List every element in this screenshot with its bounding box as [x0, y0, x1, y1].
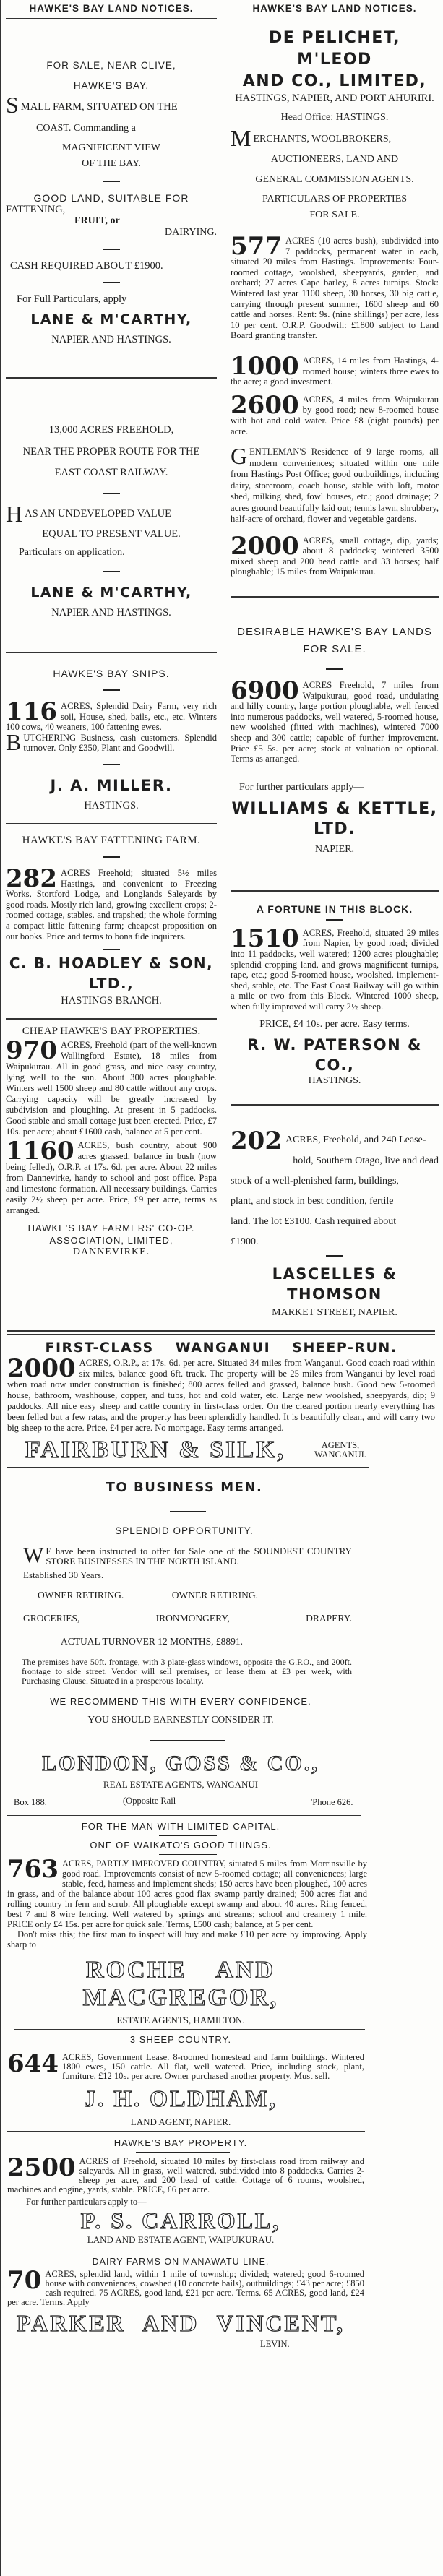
ad-6900-acres: [231, 676, 439, 764]
ad-text: UTCHERING Business, cash customers. Splendid turnover. Only £350, Plant and Goodwill.: [23, 732, 217, 754]
category: GROCERIES,: [23, 1613, 80, 1624]
ad-title: HAWKE'S BAY SNIPS.: [53, 668, 170, 679]
dash: [103, 689, 120, 691]
divider: [6, 377, 217, 379]
ad-text: ACRES, O.R.P., at 17s. 6d. per acre. Situated 34 miles from Wanganui. Good coach road within six miles, balance good 6ft. track. The property will be 25 miles from Wanganui by level road when road now under construction is finished; 800 acres felled and grassed, balance bush. Good new 5-roomed house, bathroom, washhouse, copper, and tubs, hot and cold water, etc. Large new woolshed, sheepyards, dip; 9 paddocks. All nice easy sheep and cattle country in first-class order. On the cleared portion nearly everything has been felled but a few ratas, and the property has been splendidly handled. It is beautifully clean, and will carry two big sheep to the acre. Price, £4 per acre. No mortgage. Easy terms arranged.: [7, 1358, 435, 1434]
acreage-number: 6900: [231, 676, 299, 705]
dash: [103, 571, 120, 572]
right-column: [223, 0, 439, 1326]
apply-line: For further particulars apply—: [239, 781, 364, 793]
acreage-number: 2600: [231, 390, 299, 420]
ad-text: E have been instructed to offer for Sale one of the SOUNDEST COUNTRY STORE BUSINESSES IN THE NORTH ISLAND.: [46, 1546, 352, 1567]
acreage-number: 116: [6, 697, 57, 726]
ad-line: Particulars on application.: [19, 547, 125, 558]
dash: [103, 493, 120, 494]
agent-name: C. B. HOADLEY & SON,: [9, 955, 214, 973]
divider: [6, 823, 217, 824]
agent-towns: HASTINGS, NAPIER, AND PORT AHURIRI.: [235, 92, 434, 104]
agent-name: J. A. MILLER.: [50, 776, 173, 794]
ad-line: NEAR THE PROPER ROUTE FOR THE: [22, 446, 200, 457]
ad-line: PARTICULARS OF PROPERTIES: [262, 194, 408, 204]
acreage-number: 1510: [231, 923, 299, 953]
agent-name: AND CO., LIMITED,: [242, 72, 427, 90]
agent-place: HASTINGS.: [308, 1075, 361, 1087]
agent-name: LONDON, GOSS & CO.,: [42, 1752, 319, 1776]
dash: [103, 949, 120, 950]
address: (Opposite Rail: [123, 1796, 176, 1806]
ad-202-acres: [231, 1127, 439, 1252]
left-column-header: HAWKE'S BAY LAND NOTICES.: [29, 3, 194, 14]
ad-line: EQUAL TO PRESENT VALUE.: [42, 528, 181, 540]
dash: [103, 282, 120, 283]
agent-name: [6, 1222, 217, 1258]
ad-text: ACRES, Freehold, situated 29 miles from Napier, by good road; divided into 11 paddocks, well watered; 1200 acres ploughable; splendid cropping land, and grows magnificent turnips, rape, etc.; good 5-roomed house, woolshed, implement-shed, stable, etc. The East Coast Railway will go within a mile or two from this Block. Wintered 1000 sheep, when fully improved will carry 2½ sheep.: [231, 927, 439, 1012]
ad-text: ACRES, PARTLY IMPROVED COUNTRY, situated 5 miles from Morrinsville by good road. Improvements consist of new 5-roomed cottage; all conveniences; large stable, feed, harness and implement sheds; 150 acres have been ploughed, 100 acres in grass, and of the balance about 100 acres good flax swamp partly drained; 500 acres flat and rolling country in fern and scrub. All ploughable except swamp and about 40 acres. Ring fenced, best 7 and 8 wire fencing. Well watered by springs and streams; school and creamery 1 mile. PRICE only £4 15s. per acre for quick sale. Terms, £500 cash; balance, at 5 per cent.: [7, 1858, 367, 1930]
property-listing: [231, 390, 439, 436]
acreage-number: 2000: [7, 1354, 76, 1384]
ad-line: ACRES, Freehold, and 240 Lease-: [285, 1134, 426, 1146]
agent-name: LASCELLES & THOMSON: [272, 1265, 397, 1304]
ad-text: ENTLEMAN'S Residence of 9 large rooms, all modern conveniences; situated within one mile from Hastings Post Office; good outbuildings, including dairy, storeroom, coach house, stable with loft, motor shed, milking shed, fowl houses, etc.; good drainage; 2 acres ground beautifully laid out; tennis lawn, shrubbery, half-acre of orchard, flower and vegetable gardens.: [231, 447, 439, 525]
agent-role-line: WANGANUI.: [314, 1449, 366, 1460]
ad-snips: [6, 697, 217, 755]
agent-name: J. H. OLDHAM,: [84, 2085, 278, 2112]
ad-13000-value: [6, 501, 217, 561]
ad-763-acres: [7, 1855, 367, 1930]
left-column: [6, 0, 217, 1326]
recommendation: WE RECOMMEND THIS WITH EVERY CONFIDENCE.: [50, 1696, 311, 1707]
acreage-number: 970: [6, 1036, 57, 1066]
agent-role-line: AGENTS,: [321, 1440, 360, 1451]
ad-line: ERCHANTS, WOOLBROKERS,: [253, 134, 392, 145]
drop-cap: B: [6, 728, 22, 755]
divider: [231, 890, 439, 892]
ad-line: For Full Particulars, apply: [17, 293, 127, 305]
ad-text: ACRES, Splendid Dairy Farm, very rich soil, House, shed, bails, etc., etc. Winters 100 cows, 40 weaners, 100 fattening ewes.: [6, 701, 217, 733]
ad-line: GOOD LAND, SUITABLE FOR: [33, 192, 189, 204]
ad-cheap-properties: [6, 1036, 217, 1137]
owner-retiring: OWNER RETIRING.: [38, 1590, 124, 1601]
ad-line: COAST. Commanding a: [36, 123, 136, 134]
agent-name: WILLIAMS & KETTLE,: [231, 799, 438, 818]
ad-title: HAWKE'S BAY PROPERTY.: [113, 2137, 248, 2149]
drop-cap: W: [23, 1543, 44, 1568]
agent-place: HASTINGS BRANCH.: [61, 995, 162, 1007]
ad-line: OF THE BAY.: [82, 158, 141, 169]
divider: [7, 1467, 369, 1468]
divider: [7, 1334, 435, 1335]
divider: [6, 18, 217, 19]
ad-text: ACRES Freehold, 7 miles from Waipukurau, good road, undulating and hilly country, large portion ploughable, well fenced into numerous paddocks, well watered, 5-roomed house, new woolshed (fitted with machines), wintered 7000 sheep and 300 cattle; capable of further improvement. Price £5 5s. per acre; stock at valuation or optional. Terms as arranged.: [231, 679, 439, 764]
ad-1510-acres: [231, 923, 439, 1012]
ad-line: GENERAL COMMISSION AGENTS.: [255, 174, 414, 185]
ad-text: ACRES, bush country, about 900 acres grassed, balance in bush (now being felled), O.R.P. at 17s. 6d. per acre. About 22 miles from Dannevirke, handy to school and post office. Papa and limestone formation. All necessary buildings. Carries easily 2½ sheep per acre. Price, £9 per acre, terms as arranged.: [6, 1140, 217, 1216]
ad-line: CASH REQUIRED ABOUT £1900.: [10, 260, 163, 272]
divider: [231, 596, 439, 598]
premises-description: The premises have 50ft. frontage, with 3 plate-glass windows, opposite the G.P.O., and 200ft. frontage to side street. Vendor will sell premises, or lease them at £3 per week, with Purchasing Clause. Situated in a prosperous locality.: [22, 1657, 352, 1687]
ad-clive: [6, 55, 217, 171]
ad-title: CHEAP HAWKE'S BAY PROPERTIES.: [22, 1025, 201, 1038]
agent-line: ASSOCIATION, LIMITED,: [49, 1235, 173, 1246]
divider: [231, 1104, 439, 1106]
ad-line: EAST COAST RAILWAY.: [54, 467, 168, 478]
agent-place: DANNEVIRKE.: [72, 1246, 150, 1258]
ad-text: ACRES, splendid land, within 1 mile of township; divided; watered; good 6-roomed house with conveniences, cowshed (10 concrete bails), outbuildings; £43 per acre; £850 cash required. 75 ACRES, good land, £21 per acre. Terms. 65 ACRES, good land, £24 per acre. Terms. Apply: [7, 2269, 364, 2308]
drop-cap: S: [6, 92, 19, 118]
ad-line: MAGNIFICENT VIEW: [62, 142, 160, 153]
ad-line: AUCTIONEERS, LAND AND: [270, 154, 399, 165]
acreage-number: 70: [7, 2266, 42, 2296]
ad-intro: [23, 1543, 352, 1568]
ad-title: FOR THE MAN WITH LIMITED CAPITAL.: [81, 1821, 280, 1832]
ad-line: £1900.: [231, 1236, 259, 1248]
agent-name: LANE & M'CARTHY,: [30, 311, 192, 327]
divider: [6, 1018, 217, 1020]
agent-place: LEVIN.: [260, 2339, 290, 2350]
divider: [6, 652, 217, 653]
ad-subtitle: ONE OF WAIKATO'S GOOD THINGS.: [90, 1840, 272, 1851]
divider: [14, 2029, 365, 2030]
ad-13000-acres: [6, 419, 217, 483]
agent-place: NAPIER AND HASTINGS.: [51, 334, 171, 345]
agent-block: [7, 1436, 435, 1464]
owner-retiring-row: [38, 1590, 258, 1601]
agent-name: P. S. CARROLL,: [80, 2207, 281, 2234]
dash: [326, 668, 343, 670]
two-column-section: [2, 0, 443, 1326]
categories: [23, 1613, 352, 1624]
agent-name: ROCHE AND MACGREGOR,: [82, 1957, 279, 2012]
ad-line: FATTENING,: [6, 204, 66, 215]
ad-line: hold, Southern Otago, live and dead: [293, 1155, 439, 1167]
property-listing: [231, 531, 439, 577]
ad-70-acres: [7, 2266, 364, 2308]
agent-name: PARKER AND VINCENT,: [17, 2310, 345, 2337]
agent-place: LAND AGENT, NAPIER.: [130, 2116, 231, 2128]
established-line: Established 30 Years.: [23, 1569, 104, 1581]
agent-name: FAIRBURN & SILK,: [25, 1436, 286, 1464]
owner-retiring: OWNER RETIRING.: [171, 1590, 258, 1601]
agent-place: MARKET STREET, NAPIER.: [272, 1307, 397, 1319]
acreage-number: 577: [231, 232, 282, 261]
ad-644-acres: [7, 2049, 364, 2082]
ad-text: ACRES, Freehold (part of the well-known Wallingford Estate), 18 miles from Waipukurau. All in good grass, and nice easy country, lying well to the sun. About 300 acres ploughable. Winters well 1500 sheep and 80 cattle without any crops. Carrying capacity will be greatly increased by subdivision and ploughing. At present in 5 paddocks. Good stable and small cottage just been erected. Price, £7 10s. per acre; about £1600 cash, balance at 5 per cent.: [6, 1040, 217, 1137]
dash: [159, 1854, 217, 1855]
phone: 'Phone 626.: [311, 1797, 353, 1808]
agent-line: HAWKE'S BAY FARMERS' CO-OP.: [27, 1223, 195, 1234]
acreage-number: 644: [7, 2049, 59, 2079]
ad-wanganui-sheep-run: [7, 1354, 435, 1434]
ad-text: ACRES (10 acres bush), subdivided into 7 paddocks, permanent water in each, situated 20 miles from Hastings. Improvements: Four-roomed cottage, woolshed, sheepyards, garden, and orchard; 27 acres Cape barley, 8 acres turnips. Stock: Wintered last year 1100 sheep, 30 horses, 30 big cattle, carrying through present summer, 1600 sheep and 60 cattle and horses. Rent: 9s. (nine shillings) per acre, less 10 per cent. O.R.P. Goodwill: £1800 subject to Land Board granting transfer.: [231, 236, 439, 341]
ad-line: 13,000 ACRES FREEHOLD,: [48, 424, 174, 436]
agent-name-suffix: LTD.: [313, 819, 356, 838]
recommendation: YOU SHOULD EARNESTLY CONSIDER IT.: [87, 1714, 274, 1726]
property-listing: [231, 351, 439, 387]
property-listing-residence: [231, 443, 439, 525]
agent-subtitle: REAL ESTATE AGENTS, WANGANUI: [103, 1779, 259, 1791]
acreage-number: 2500: [7, 2153, 76, 2183]
agent-place: HASTINGS.: [84, 799, 139, 811]
dash: [170, 1511, 206, 1512]
ad-line: FOR SALE.: [309, 210, 360, 220]
dash: [103, 856, 120, 858]
agent-role: [314, 1441, 366, 1460]
acreage-number: 1000: [231, 351, 299, 381]
dash: [103, 764, 120, 765]
ad-title: DESIRABLE HAWKE'S BAY LANDS FOR SALE.: [237, 625, 432, 655]
ad-de-pelichet: [231, 27, 439, 223]
category: DRAPERY.: [306, 1613, 352, 1624]
divider: [7, 2131, 365, 2132]
agent-place: NAPIER AND HASTINGS.: [51, 607, 171, 619]
divider: [7, 1330, 435, 1332]
acreage-number: 1160: [6, 1137, 74, 1166]
right-column-header: HAWKE'S BAY LAND NOTICES.: [252, 3, 417, 14]
ad-line: AS AN UNDEVELOPED VALUE: [25, 508, 171, 520]
contact-row: [7, 1795, 354, 1808]
ad-line: land. The lot £3100. Cash required about: [231, 1216, 397, 1228]
ad-text: ACRES, 14 miles from Hastings, 4-roomed house; winters three ewes to the acre; a good investment.: [231, 355, 439, 387]
ad-clive-land: [6, 192, 217, 238]
agent-place: LAND AND ESTATE AGENT, WAIPUKURAU.: [87, 2234, 275, 2246]
agent-name: DE PELICHET, M'LEOD: [268, 29, 401, 69]
ad-title: HAWKE'S BAY FATTENING FARM.: [22, 834, 201, 846]
ad-title: TO BUSINESS MEN.: [106, 1480, 263, 1496]
agent-name-suffix: LTD.,: [88, 975, 134, 993]
category: IRONMONGERY,: [155, 1613, 230, 1624]
full-width-section: [7, 1330, 435, 2357]
ad-line: plant, and stock in best condition, fertile: [231, 1196, 394, 1207]
ad-text: ACRES of Freehold, situated 10 miles by first-class road from railway and saleyards. All in grass, well watered, subdivided into 8 paddocks. Carries 2-sheep per acre, and 200 head of cattle. Cottage of 6 rooms, woolshed, machines and engine, yards, stable. PRICE, £6 per acre.: [7, 2156, 364, 2195]
ad-line: FRUIT, or: [74, 215, 120, 226]
dash: [326, 919, 343, 921]
head-office: Head Office: HASTINGS.: [280, 112, 389, 123]
drop-cap: M: [231, 125, 251, 151]
ad-2500-acres: [7, 2153, 364, 2195]
drop-cap: H: [6, 501, 23, 527]
ad-line: stock of a well-plenished farm, buildings,: [231, 1176, 399, 1187]
ad-text: ACRES, Government Lease. 8-roomed homestead and farm buildings. Wintered 1800 ewes, 150 cattle. All flat, well watered. Price, including stock, plant, furniture, £12 10s. per acre. Owner purchased another property. Must sell.: [61, 2052, 364, 2082]
dash: [103, 249, 120, 250]
agent-name: R. W. PATERSON & CO.,: [247, 1036, 422, 1074]
ad-title: 3 SHEEP COUNTRY.: [129, 2034, 232, 2046]
ad-heading: FOR SALE, NEAR CLIVE,: [46, 60, 176, 71]
dash: [103, 181, 120, 182]
ad-line: MALL FARM, SITUATED ON THE: [20, 101, 178, 113]
ad-heading: HAWKE'S BAY.: [73, 80, 150, 91]
dash: [136, 2152, 230, 2153]
agent-name: LANE & M'CARTHY,: [30, 585, 192, 600]
property-listing: [231, 232, 439, 341]
ad-note: Don't miss this; the first man to inspect will buy and make £10 per acre by improving. Apply sharp to: [7, 1929, 367, 1950]
turnover: ACTUAL TURNOVER 12 MONTHS, £8891.: [61, 1636, 244, 1647]
ad-text: ACRES Freehold; situated 5½ miles Hastings, and convenient to Freezing Works, Stortford Lodge, and Longlands Saleyards by good roads. Mostly rich land, growing excellent crops; 2-roomed cottage, stables, and trapshed; the whole forming a compact little fattening farm; cheapest proposition on our books. Price and terms to bona fide inquirers.: [6, 867, 217, 942]
price-line: PRICE, £4 10s. per acre. Easy terms.: [259, 1019, 410, 1030]
ad-title: DAIRY FARMS ON MANAWATU LINE.: [92, 2257, 270, 2267]
ad-title: A FORTUNE IN THIS BLOCK.: [256, 903, 413, 915]
ad-text: ACRES, small cottage, dip, yards; about 8 paddocks; wintered 3500 mixed sheep and 200 head cattle and 33 horses; half ploughable; 15 miles from Waipukurau.: [231, 535, 439, 577]
dash: [159, 1835, 217, 1836]
ad-1160-acres: [6, 1137, 217, 1216]
ad-title: FIRST-CLASS WANGANUI SHEEP-RUN.: [45, 1340, 397, 1356]
ad-subtitle: SPLENDID OPPORTUNITY.: [115, 1525, 254, 1537]
apply-line: For further particulars apply to—: [26, 2197, 147, 2207]
ad-line: DAIRYING.: [165, 227, 217, 238]
box-number: Box 188.: [14, 1797, 47, 1808]
ad-282-acres: [6, 863, 217, 942]
acreage-number: 2000: [231, 531, 299, 561]
acreage-number: 202: [231, 1127, 282, 1156]
ad-text: ACRES, 4 miles from Waipukurau by good road; new 8-roomed house with hot and cold water. Price £8 (eight pounds) per acre.: [231, 394, 439, 436]
dash: [150, 1740, 225, 1741]
acreage-number: 282: [6, 863, 57, 893]
agent-place: NAPIER.: [314, 843, 355, 855]
divider: [7, 1815, 361, 1816]
acreage-number: 763: [7, 1855, 59, 1884]
dash: [326, 1255, 343, 1257]
drop-cap: G: [231, 443, 248, 470]
agent-place: ESTATE AGENTS, HAMILTON.: [116, 2015, 245, 2026]
